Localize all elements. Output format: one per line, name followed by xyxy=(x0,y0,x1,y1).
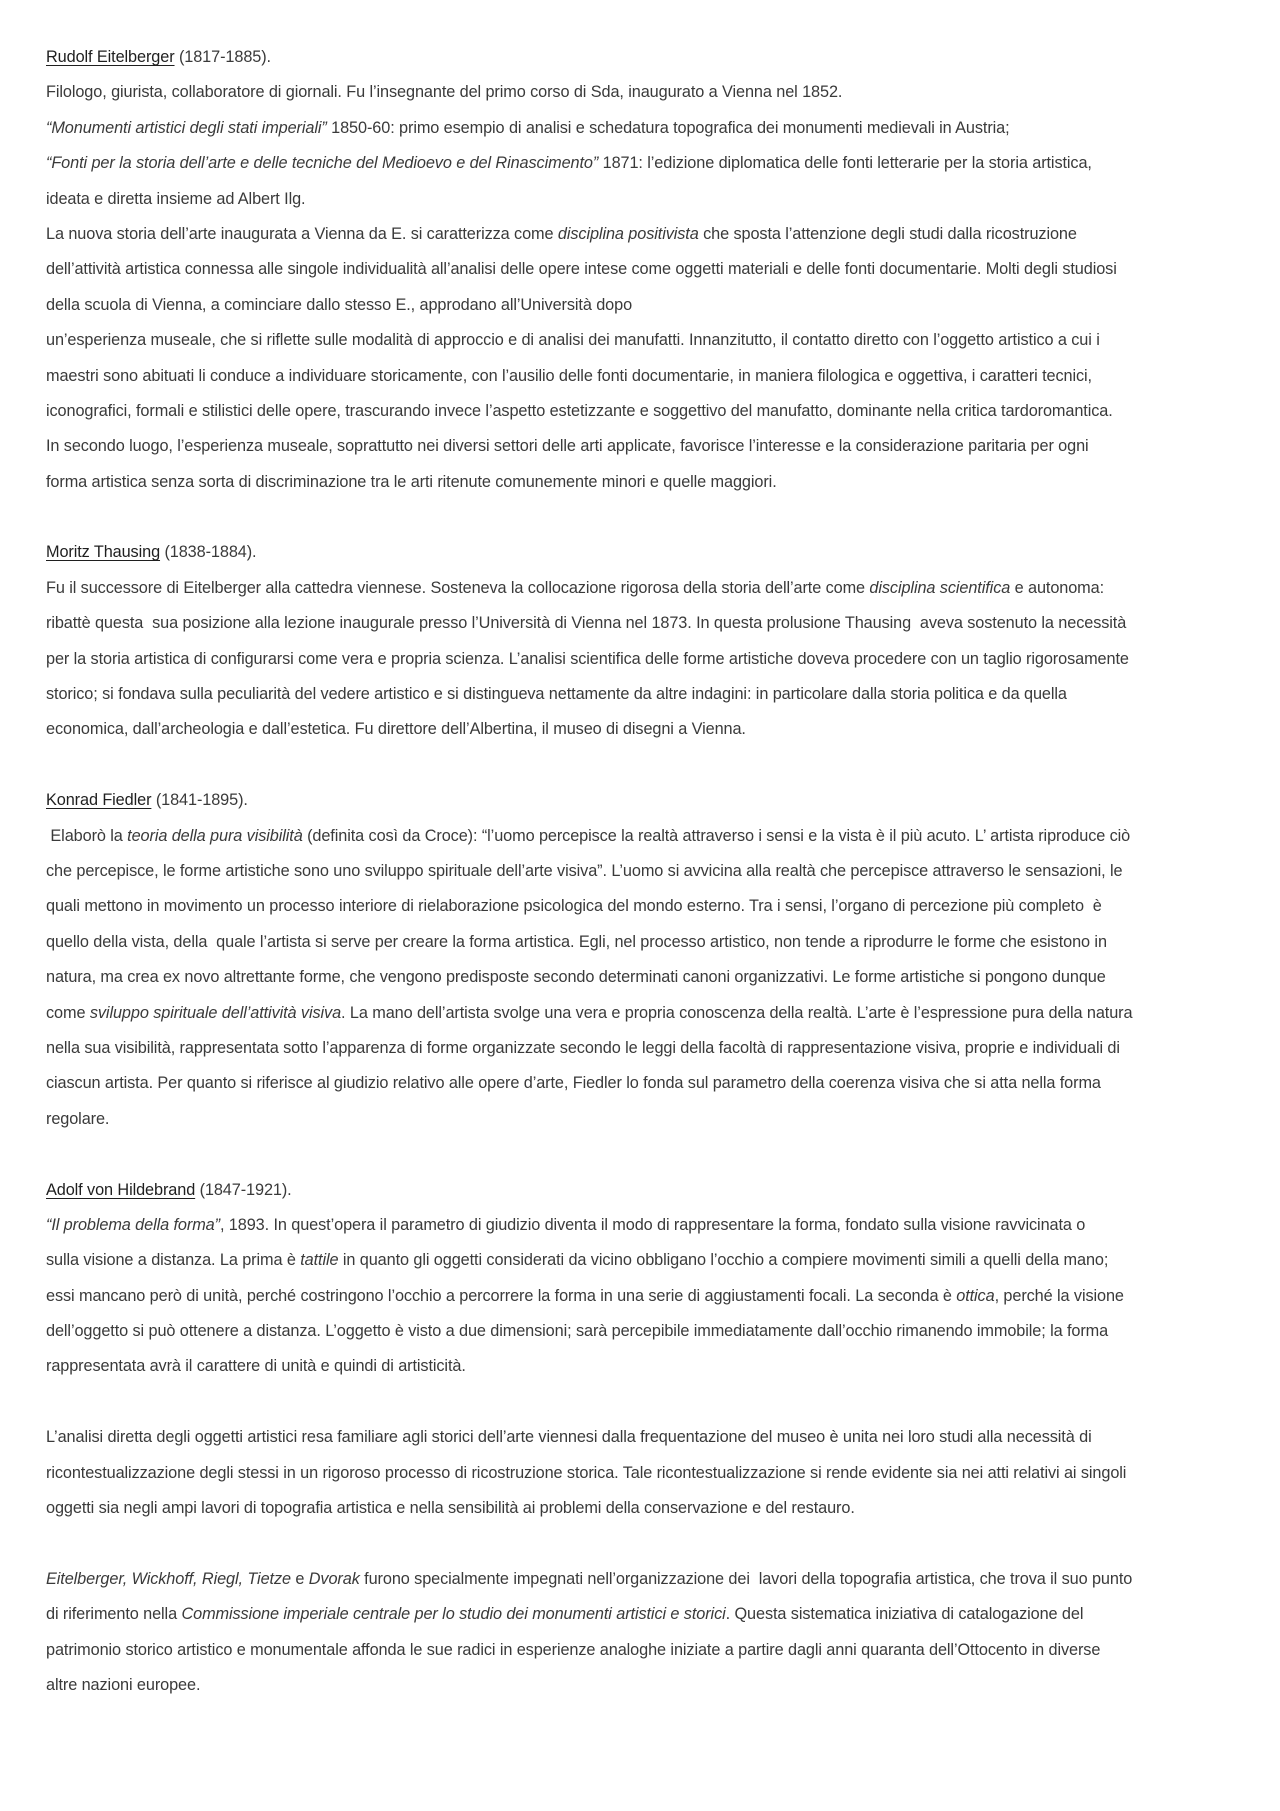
paragraph-line: sulla visione a distanza. La prima è tattile in quanto gli oggetti considerati da vicino obbligano l’occhio a compiere movimenti simili a quelli della mano; xyxy=(46,1251,1109,1270)
paragraph-line: forma artistica senza sorta di discriminazione tra le arti ritenute comunemente minori e quelle maggiori. xyxy=(46,472,777,491)
paragraph-line: patrimonio storico artistico e monumentale affonda le sue radici in esperienze analoghe iniziate a partire dagli anni quaranta dell’Ottocento in diverse xyxy=(46,1640,1101,1659)
paragraph-line: dell’oggetto si può ottenere a distanza. L’oggetto è visto a due dimensioni; sarà percepibile immediatamente dall’occhio rimanendo immobile; la forma xyxy=(46,1322,1109,1341)
section-thausing xyxy=(46,535,1241,747)
author-dates: (1847-1921). xyxy=(195,1180,292,1199)
paragraph-line: Filologo, giurista, collaboratore di giornali. Fu l’insegnante del primo corso di Sda, inaugurato a Vienna nel 1852. xyxy=(46,83,843,102)
section-fiedler xyxy=(46,783,1241,1137)
paragraph-line: per la storia artistica di configurarsi come vera e propria scienza. L’analisi scientifica delle forme artistiche doveva procedere con un taglio rigorosamente xyxy=(46,649,1129,668)
paragraph-line: ciascun artista. Per quanto si riferisce al giudizio relativo alle opere d’arte, Fiedler lo fonda sul parametro della coerenza visiva che si atta nella forma xyxy=(46,1074,1101,1093)
paragraph-line: come sviluppo spirituale dell’attività visiva. La mano dell’artista svolge una vera e propria conoscenza della realtà. L’arte è l’espressione pura della natura xyxy=(46,1003,1133,1022)
section-heading xyxy=(46,535,1241,570)
paragraph-line: nella sua visibilità, rappresentata sotto l’apparenza di forme organizzate secondo le leggi della facoltà di rappresentazione visiva, proprie e individuali di xyxy=(46,1038,1120,1057)
paragraph-line: ribattè questa sua posizione alla lezione inaugurale presso l’Università di Vienna nel 1873. In questa prolusione Thausing aveva sostenuto la necessità xyxy=(46,614,1127,633)
author-name: Adolf von Hildebrand xyxy=(46,1180,196,1199)
paragraph-line: Eitelberger, Wickhoff, Riegl, Tietze e Dvorak furono specialmente impegnati nell’organizzazione dei lavori della topografia artistica, che trova il suo punto xyxy=(46,1569,1133,1588)
paragraph-line: ideata e diretta insieme ad Albert Ilg. xyxy=(46,189,306,208)
paragraph-line: natura, ma crea ex novo altrettante forme, che vengono predisposte secondo determinati canoni organizzativi. Le forme artistiche si pongono dunque xyxy=(46,968,1106,987)
document-page xyxy=(46,40,1241,1703)
author-name: Rudolf Eitelberger xyxy=(46,48,175,66)
paragraph-line: La nuova storia dell’arte inaugurata a Vienna da E. si caratterizza come disciplina positivista che sposta l’attenzione degli studi dalla ricostruzione xyxy=(46,224,1077,243)
paragraph-line: di riferimento nella Commissione imperiale centrale per lo studio dei monumenti artistici e storici. Questa sistematica iniziativa di catalogazione del xyxy=(46,1605,1084,1624)
spacer xyxy=(46,1385,1241,1420)
paragraph-line: economica, dall’archeologia e dall’estetica. Fu direttore dell’Albertina, il museo di disegni a Vienna. xyxy=(46,720,746,739)
section-topography xyxy=(46,1562,1241,1704)
paragraph-line: rappresentata avrà il carattere di unità e quindi di artisticità. xyxy=(46,1357,466,1376)
spacer xyxy=(46,1526,1241,1561)
paragraph-line: In secondo luogo, l’esperienza museale, soprattutto nei diversi settori delle arti applicate, favorisce l’interesse e la considerazione paritaria per ogni xyxy=(46,437,1089,456)
paragraph-line: “Monumenti artistici degli stati imperiali” 1850-60: primo esempio di analisi e schedatura topografica dei monumenti medievali in Austria; xyxy=(46,118,1010,137)
emphasis: Dvorak xyxy=(308,1569,360,1588)
paragraph-line: “Fonti per la storia dell’arte e delle tecniche del Medioevo e del Rinascimento” 1871: l’edizione diplomatica delle fonti letterarie per la storia artistica, xyxy=(46,154,1092,173)
paragraph-line: quello della vista, della quale l’artista si serve per creare la forma artistica. Egli, nel processo artistico, non tende a riprodurre le forme che esistono in xyxy=(46,932,1107,951)
work-title: “Monumenti artistici degli stati imperiali” xyxy=(46,118,327,137)
section-analysis xyxy=(46,1420,1241,1526)
author-name: Moritz Thausing xyxy=(46,543,161,562)
author-dates: (1838-1884). xyxy=(160,543,257,562)
section-heading xyxy=(46,783,1241,818)
paragraph-line: che percepisce, le forme artistiche sono uno sviluppo spirituale dell’arte visiva”. L’uomo si avvicina alla realtà che percepisce attraverso le sensazioni, le xyxy=(46,861,1123,880)
work-title: “Il problema della forma” xyxy=(46,1215,220,1234)
paragraph-line: oggetti sia negli ampi lavori di topografia artistica e nella sensibilità ai problemi della conservazione e del restauro. xyxy=(46,1499,855,1518)
section-hildebrand xyxy=(46,1173,1241,1385)
paragraph-line: Fu il successore di Eitelberger alla cattedra viennese. Sosteneva la collocazione rigorosa della storia dell’arte come disciplina scientifica e autonoma: xyxy=(46,578,1105,597)
emphasis: tattile xyxy=(300,1251,339,1270)
emphasis: sviluppo spirituale dell’attività visiva xyxy=(89,1003,342,1022)
emphasis: disciplina positivista xyxy=(557,224,699,243)
paragraph-line: iconografici, formali e stilistici delle opere, trascurando invece l’aspetto estetizzante e soggettivo del manufatto, dominante nella critica tardoromantica. xyxy=(46,401,1113,420)
spacer xyxy=(46,1137,1241,1172)
author-name: Konrad Fiedler xyxy=(46,791,152,810)
emphasis: teoria della pura visibilità xyxy=(127,826,303,845)
author-dates: (1817-1885). xyxy=(174,48,271,66)
paragraph-line: essi mancano però di unità, perché costringono l’occhio a percorrere la forma in una serie di aggiustamenti focali. La seconda è ottica, perché la visione xyxy=(46,1286,1124,1305)
paragraph-line: altre nazioni europee. xyxy=(46,1675,201,1694)
section-heading xyxy=(46,40,1241,75)
emphasis: Eitelberger, Wickhoff, Riegl, Tietze xyxy=(46,1569,291,1588)
paragraph-line: ricontestualizzazione degli stessi in un rigoroso processo di ricostruzione storica. Tale ricontestualizzazione si rende evidente sia nei atti relativi ai singoli xyxy=(46,1463,1127,1482)
section-heading xyxy=(46,1173,1241,1208)
paragraph-line: storico; si fondava sulla peculiarità del vedere artistico e si distingueva nettamente da altre indagini: in particolare dalla storia politica e da quella xyxy=(46,685,1067,704)
paragraph-line: “Il problema della forma”, 1893. In quest’opera il parametro di giudizio diventa il modo di rappresentare la forma, fondato sulla visione ravvicinata o xyxy=(46,1215,1086,1234)
spacer xyxy=(46,500,1241,535)
author-dates: (1841-1895). xyxy=(151,791,248,810)
paragraph-line: regolare. xyxy=(46,1109,110,1128)
work-title: “Fonti per la storia dell’arte e delle tecniche del Medioevo e del Rinascimento” xyxy=(46,154,599,173)
paragraph-line: della scuola di Vienna, a cominciare dallo stesso E., approdano all’Università dopo xyxy=(46,295,633,314)
paragraph-line: L’analisi diretta degli oggetti artistici resa familiare agli storici dell’arte viennesi dalla frequentazione del museo è unita nei loro studi alla necessità di xyxy=(46,1428,1092,1447)
paragraph-line: Elaborò la teoria della pura visibilità (definita così da Croce): “l’uomo percepisce la realtà attraverso i sensi e la vista è il più acuto. L’ artista riproduce ciò xyxy=(46,826,1131,845)
paragraph-line: un’esperienza museale, che si riflette sulle modalità di approccio e di analisi dei manufatti. Innanzitutto, il contatto diretto con l’oggetto artistico a cui i xyxy=(46,331,1100,350)
emphasis: ottica xyxy=(956,1286,995,1305)
paragraph-line: maestri sono abituati li conduce a individuare storicamente, con l’ausilio delle fonti documentarie, in maniera filologica e oggettiva, i caratteri tecnici, xyxy=(46,366,1092,385)
paragraph-line: dell’attività artistica connessa alle singole individualità all’analisi delle opere intese come oggetti materiali e delle fonti documentarie. Molti degli studiosi xyxy=(46,260,1117,279)
emphasis: disciplina scientifica xyxy=(869,578,1011,597)
section-eitelberger xyxy=(46,40,1241,500)
spacer xyxy=(46,748,1241,783)
emphasis: Commissione imperiale centrale per lo studio dei monumenti artistici e storici xyxy=(181,1605,726,1624)
paragraph-line: quali mettono in movimento un processo interiore di rielaborazione psicologica del mondo esterno. Tra i sensi, l’organo di percezione più completo è xyxy=(46,897,1102,916)
